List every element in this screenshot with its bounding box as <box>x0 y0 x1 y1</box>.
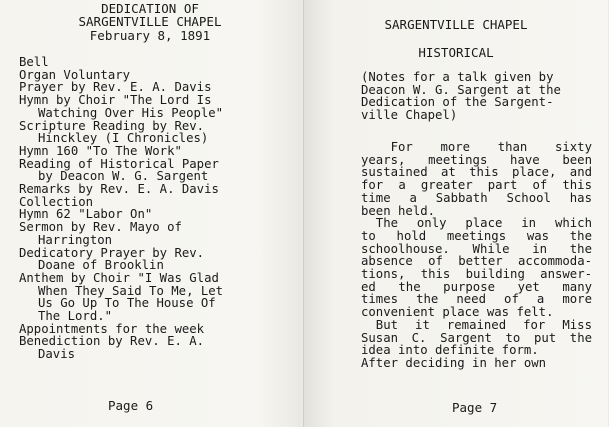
paragraph-line: After deciding in her own <box>361 355 547 370</box>
header-line: DEDICATION OF <box>101 1 199 16</box>
paragraph-line: convenient place was felt. <box>361 305 554 320</box>
program-item-continuation: Harrington <box>38 232 113 247</box>
program-item: Prayer by Rev. E. A. Davis <box>19 80 212 95</box>
paragraph-line: idea into definite form. <box>361 343 539 358</box>
program-item: Collection <box>19 194 94 209</box>
program-item: Organ Voluntary <box>19 67 131 82</box>
program-item: Dedicatory Prayer by Rev. <box>19 245 205 260</box>
paragraph-line: tions, this building answer- <box>361 267 592 282</box>
program-item: Hymn 160 "To The Work" <box>19 143 182 158</box>
program-item-continuation: Doane of Brooklin <box>38 258 164 273</box>
program-item: Hymn by Choir "The Lord Is <box>19 93 212 108</box>
paragraph-line: But it remained for Miss <box>375 317 592 332</box>
page-7 <box>304 0 608 427</box>
note-line: Dedication of the Sargent- <box>361 95 554 110</box>
program-item: Hymn 62 "Labor On" <box>19 207 153 222</box>
program-item: Scripture Reading by Rev. <box>19 118 205 133</box>
program-item: Remarks by Rev. E. A. Davis <box>19 182 219 197</box>
page-number: Page 7 <box>452 400 498 415</box>
page-6 <box>0 0 304 427</box>
paragraph-line: been held. <box>361 203 436 218</box>
note-line: ville Chapel) <box>361 108 458 123</box>
program-item-continuation: When They Said To Me, Let <box>38 283 224 298</box>
historical-text <box>361 141 592 370</box>
paragraph-line: Susan C. Sargent to put the <box>361 330 592 345</box>
paragraph-line: schoolhouse. While in the <box>361 241 592 256</box>
paragraph-line: to hold meetings was the <box>361 228 592 243</box>
paragraph-line: absence of better accommoda- <box>361 254 592 269</box>
paragraph-line: years, meetings have been <box>361 152 592 167</box>
section-heading: HISTORICAL <box>418 45 494 60</box>
program-item: Sermon by Rev. Mayo of <box>19 220 182 235</box>
dedication-header <box>10 2 290 42</box>
paragraph-line: ed the purpose yet many <box>361 279 592 294</box>
program-item-continuation: Davis <box>38 347 76 362</box>
program-item: Anthem by Choir "I Was Glad <box>19 270 219 285</box>
header-line: February 8, 1891 <box>89 27 211 43</box>
program-item: Reading of Historical Paper <box>19 156 219 171</box>
paragraph-line: The only place in which <box>375 216 592 231</box>
page-number: Page 6 <box>108 398 154 413</box>
note-line: Deacon W. G. Sargent at the <box>361 82 561 97</box>
program-item-continuation: by Deacon W. G. Sargent <box>38 169 209 184</box>
program-item-continuation: Hinckley (I Chronicles) <box>38 131 209 146</box>
program-item: Appointments for the week <box>19 321 205 336</box>
paragraph-line: For more than sixty <box>390 140 592 154</box>
note-line: (Notes for a talk given by <box>361 70 554 84</box>
paragraph-line: time a Sabbath School has <box>361 190 592 205</box>
page-title: SARGENTVILLE CHAPEL <box>384 17 528 32</box>
program-item-continuation: The Lord." <box>38 309 113 324</box>
talk-note <box>361 71 561 122</box>
paragraph-line: times the need of a more <box>361 292 592 307</box>
header-line: SARGENTVILLE CHAPEL <box>78 14 222 30</box>
program-list <box>19 56 223 361</box>
paragraph-line: for a greater part of this <box>361 178 592 193</box>
program-item: Bell <box>19 55 49 69</box>
program-item: Benediction by Rev. E. A. <box>19 334 205 349</box>
program-item-continuation: Us Go Up To The House Of <box>38 296 216 311</box>
program-item-continuation: Watching Over His People" <box>38 105 224 120</box>
paragraph-line: sustained at this place, and <box>361 165 592 180</box>
